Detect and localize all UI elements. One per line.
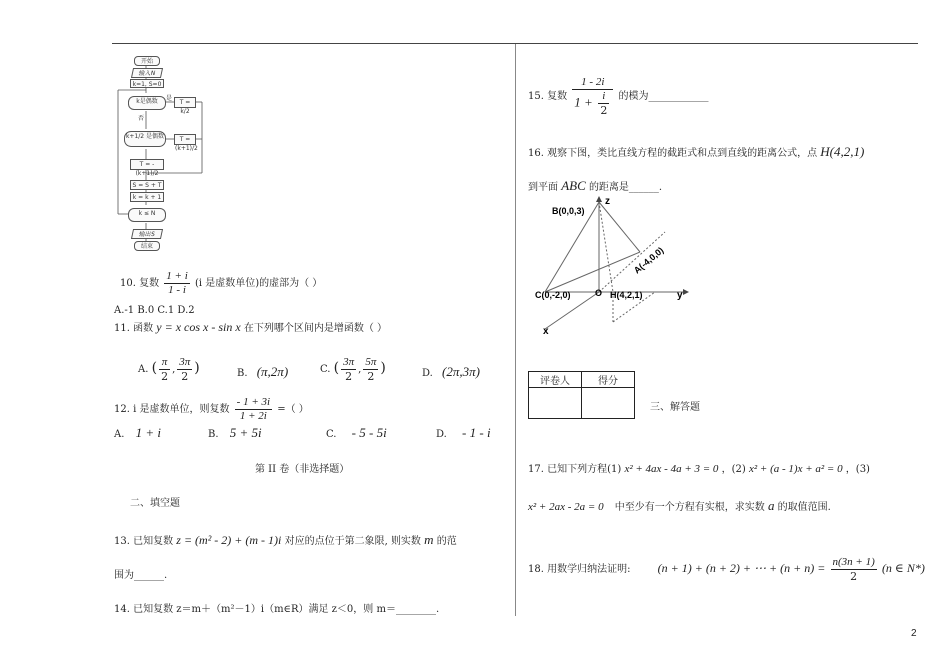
fc-assign3: T = -(k+1)/2 xyxy=(130,159,164,170)
q12-den: 1 + 2i xyxy=(239,410,267,422)
q18-den: 2 xyxy=(850,570,858,583)
fc-no-label: 否 xyxy=(138,115,145,122)
q13-suffix: 的范 xyxy=(436,536,457,547)
fc-start: 开始 xyxy=(134,56,160,66)
q12-optB xyxy=(208,427,262,441)
q17-eq2: x² + (a - 1)x + a² = 0 xyxy=(748,463,843,475)
q12-optB-label: B. xyxy=(208,429,219,440)
score-table-cell-reviewer xyxy=(529,388,582,419)
q11-optB-value: (π,2π) xyxy=(256,364,289,379)
q17-eq3: x² + 2ax - 2a = 0 xyxy=(528,501,604,513)
fc-end: 结束 xyxy=(134,241,160,251)
score-table xyxy=(528,371,635,419)
q16-plane: ABC xyxy=(561,178,586,193)
q11-optC-label: C. xyxy=(320,364,331,375)
q17-sep2: ，(2) xyxy=(721,464,746,475)
q11-optC-n2: 5π xyxy=(365,356,377,368)
q11-optA-d2: 2 xyxy=(181,370,189,383)
q11-optC: C. ( $\frac{3\pi}{2}$ , $\frac{5\pi}{2}$ ) xyxy=(320,356,386,383)
q15-den-frac-den: 2 xyxy=(600,104,608,117)
score-table-col2: 得分 xyxy=(582,372,635,388)
q17-line2 xyxy=(528,500,831,514)
fig-label-A: A(-4,0,0) xyxy=(631,245,666,276)
flowchart xyxy=(110,55,215,255)
q11-optC-n1: 3π xyxy=(343,356,355,368)
figure16-3d xyxy=(525,192,695,342)
q16-line xyxy=(528,146,864,160)
q17-mid: 中至少有一个方程有实根，求实数 xyxy=(614,502,765,513)
q16-text: 16. 观察下图，类比直线方程的截距式和点到直线的距离公式，点 xyxy=(528,148,818,159)
q11-optD-label: D. xyxy=(422,368,433,379)
q18-fraction xyxy=(831,556,877,583)
q11-optB xyxy=(237,366,288,380)
z-axis-arrow xyxy=(596,196,602,202)
q13-line xyxy=(114,534,457,548)
q17-line1 xyxy=(528,463,870,476)
q11-optA-n2: 3π xyxy=(179,356,191,368)
q12-line xyxy=(114,396,309,423)
section3-heading: 三、解答题 xyxy=(650,402,700,413)
q15-suffix: 的模为____________ xyxy=(618,91,709,102)
q13-line2: 围为______. xyxy=(114,570,168,581)
q12-prefix: 12. i 是虚数单位，则复数 xyxy=(114,404,230,415)
score-table-col1: 评卷人 xyxy=(529,372,582,388)
q14-line: 14. 已知复数 z＝m＋（m²－1）i（m∈R）满足 z＜0，则 m＝________. xyxy=(114,604,440,615)
column-divider xyxy=(515,44,516,616)
score-table-cell-score xyxy=(582,388,635,419)
q10-options: A.-1 B.0 C.1 D.2 xyxy=(114,305,195,316)
q10-den: 1 - i xyxy=(168,284,186,296)
fc-cond3: k ≤ N xyxy=(128,208,166,222)
q12-optB-value: 5 + 5i xyxy=(229,425,262,440)
q11-line xyxy=(114,321,387,335)
q18-prefix: 18. 用数学归纳法证明: xyxy=(528,564,631,575)
fc-input: 输入N xyxy=(131,68,163,78)
q11-prefix: 11. 函数 xyxy=(114,323,154,334)
q15-den xyxy=(572,90,613,117)
q11-expr: y = x cos x - sin x xyxy=(156,320,241,334)
q17-sep3: ，(3) xyxy=(845,464,870,475)
q13-var: m xyxy=(424,532,434,547)
q13-mid: 对应的点位于第二象限, 则实数 xyxy=(284,536,421,547)
fig-label-O: O xyxy=(595,288,603,298)
q12-optA-label: A. xyxy=(114,429,125,440)
q16-line2-prefix: 到平面 xyxy=(528,182,558,193)
q12-optD-label: D. xyxy=(436,429,447,440)
q17-suffix: 的取值范围. xyxy=(777,502,831,513)
q11-optA-d1: 2 xyxy=(161,370,169,383)
q17-prefix: 17. 已知下列方程(1) xyxy=(528,464,622,475)
q12-fraction xyxy=(235,396,272,423)
fig-label-x: x xyxy=(543,326,549,337)
fig-label-H: H(4,2,1) xyxy=(610,290,643,300)
part2-title: 第 II 卷（非选择题） xyxy=(255,464,350,475)
q11-optA-n1: π xyxy=(159,356,170,370)
q11-optD xyxy=(422,366,480,380)
q10-suffix: (i 是虚数单位)的虚部为（ ） xyxy=(194,278,323,289)
q10-line xyxy=(120,270,322,297)
q12-suffix: =（ ） xyxy=(277,404,309,415)
q15-prefix: 15. 复数 xyxy=(528,91,568,102)
page-number: 2 xyxy=(911,628,917,639)
q11-optC-d1: 2 xyxy=(345,370,353,383)
q13-prefix: 13. 已知复数 xyxy=(114,536,174,547)
q11-suffix: 在下列哪个区间内是增函数（ ） xyxy=(243,323,388,334)
q15-fraction xyxy=(572,76,613,117)
fc-output: 输出S xyxy=(131,229,163,239)
q12-optD-value: - 1 - i xyxy=(462,425,491,440)
q11-optC-d2: 2 xyxy=(367,370,375,383)
q18-rhs: (n ∈ N*) xyxy=(881,561,925,575)
q12-optC xyxy=(326,427,387,441)
q15-line xyxy=(528,76,709,117)
q18-line xyxy=(528,556,925,583)
fc-inc: k = k + 1 xyxy=(130,192,164,202)
q15-den-a: 1 + xyxy=(574,94,593,110)
fc-cond1: k是偶数 xyxy=(128,96,166,110)
fc-yes-label: 是 xyxy=(166,95,173,102)
q10-prefix: 10. 复数 xyxy=(120,278,160,289)
y-axis-arrow xyxy=(683,289,689,295)
q12-optD xyxy=(436,427,491,441)
q12-optC-label: C. xyxy=(326,429,337,440)
fc-assign2: T = (k+1)/2 xyxy=(175,136,198,152)
fig-label-B: B(0,0,3) xyxy=(552,206,585,216)
q10-num: 1 + i xyxy=(166,270,188,282)
q10-fraction xyxy=(164,270,189,297)
q12-optC-value: - 5 - 5i xyxy=(351,425,387,440)
fc-init: k=1, S=0 xyxy=(130,79,164,88)
q12-optA xyxy=(114,427,161,441)
q15-den-frac-num: i xyxy=(598,90,609,104)
fig-label-z: z xyxy=(605,196,610,207)
fig-label-C: C(0,-2,0) xyxy=(535,290,571,300)
q11-optA-label: A. xyxy=(138,364,149,375)
q18-lhs: (n + 1) + (n + 2) + ⋯ + (n + n) = xyxy=(657,561,826,575)
q16-line2-suffix: 的距离是______. xyxy=(588,182,663,193)
fig-label-y: y xyxy=(677,290,683,301)
q12-optA-value: 1 + i xyxy=(135,425,161,440)
q11-optD-value: (2π,3π) xyxy=(442,364,480,379)
fc-sum: S = S + T xyxy=(130,180,164,190)
q17-var: a xyxy=(767,498,775,513)
q11-optB-label: B. xyxy=(237,368,248,379)
fc-assign1: T = k/2 xyxy=(174,97,196,108)
q16-point: H(4,2,1) xyxy=(820,144,865,159)
q13-expr: z = (m² - 2) + (m - 1)i xyxy=(176,533,282,547)
fc-cond2: k+1/2 是偶数 xyxy=(124,131,166,147)
q17-eq1: x² + 4ax - 4a + 3 = 0 xyxy=(624,463,719,475)
q12-num: - 1 + 3i xyxy=(236,396,271,408)
q18-num: n(3n + 1) xyxy=(832,556,875,568)
q11-optA: A. ( $\frac{\pi}{2}$ , $\frac{3\pi}{2}$ ) xyxy=(138,356,200,383)
q15-num: 1 - 2i xyxy=(572,76,613,90)
section2-heading: 二、填空题 xyxy=(130,498,180,509)
